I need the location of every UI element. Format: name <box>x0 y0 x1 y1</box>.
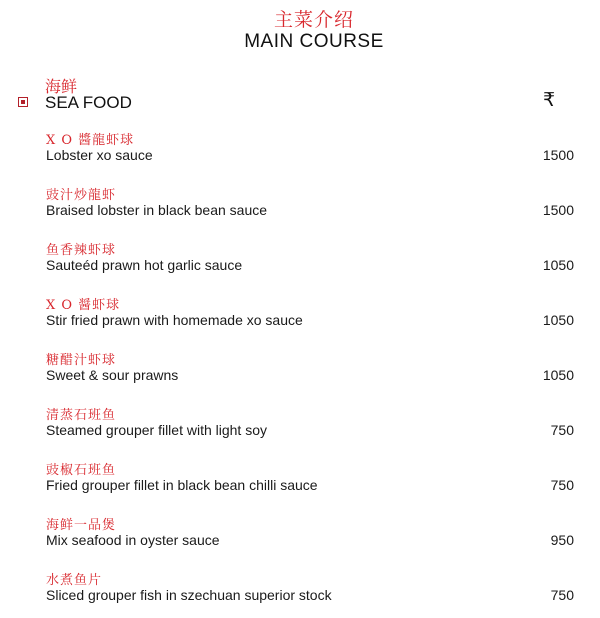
item-price: 750 <box>550 422 574 438</box>
menu-item <box>46 404 586 444</box>
menu-item <box>46 184 586 224</box>
item-name-chinese: 糖醋汁虾球 <box>46 353 117 368</box>
item-name: Steamed grouper fillet with light soy <box>46 422 267 438</box>
item-name-chinese: X O 醬龍虾球 <box>46 133 135 148</box>
item-price: 950 <box>550 532 574 548</box>
menu-item <box>46 294 586 334</box>
menu-item <box>46 129 586 169</box>
currency-symbol: ₹ <box>543 89 556 111</box>
item-name-chinese: 水煮鱼片 <box>46 573 103 588</box>
menu-item <box>46 239 586 279</box>
item-price: 750 <box>550 477 574 493</box>
menu-item <box>46 459 586 499</box>
item-price: 1050 <box>542 312 574 328</box>
menu-item <box>46 514 586 554</box>
page-title: MAIN COURSE <box>244 31 384 52</box>
square-bullet-icon <box>18 97 28 107</box>
menu-item <box>46 349 586 389</box>
item-name-chinese: 清蒸石班鱼 <box>46 408 117 423</box>
item-name: Fried grouper fillet in black bean chilli sauce <box>46 477 318 493</box>
item-price: 750 <box>550 587 574 603</box>
section-title-chinese: 海鲜 <box>45 77 78 96</box>
item-name: Stir fried prawn with homemade xo sauce <box>46 312 303 328</box>
item-name: Braised lobster in black bean sauce <box>46 202 268 218</box>
item-name: Lobster xo sauce <box>46 147 153 163</box>
item-name-chinese: 鱼香辣虾球 <box>46 243 117 258</box>
item-price: 1050 <box>542 367 574 383</box>
item-price: 1500 <box>542 147 574 163</box>
item-name: Sweet & sour prawns <box>46 367 179 383</box>
item-name: Sauteéd prawn hot garlic sauce <box>46 257 243 273</box>
menu-item <box>46 569 586 609</box>
item-name-chinese: 海鲜一品煲 <box>46 518 117 533</box>
item-name: Sliced grouper fish in szechuan superior stock <box>46 587 332 603</box>
item-name-chinese: 豉椒石班鱼 <box>46 463 117 478</box>
page-title-chinese: 主菜介绍 <box>273 9 354 31</box>
item-price: 1050 <box>542 257 574 273</box>
item-price: 1500 <box>542 202 574 218</box>
item-name-chinese: 豉汁炒龍虾 <box>46 188 117 203</box>
item-name: Mix seafood in oyster sauce <box>46 532 220 548</box>
item-name-chinese: X O 醤虾球 <box>46 298 121 313</box>
section-title: SEA FOOD <box>45 93 132 112</box>
